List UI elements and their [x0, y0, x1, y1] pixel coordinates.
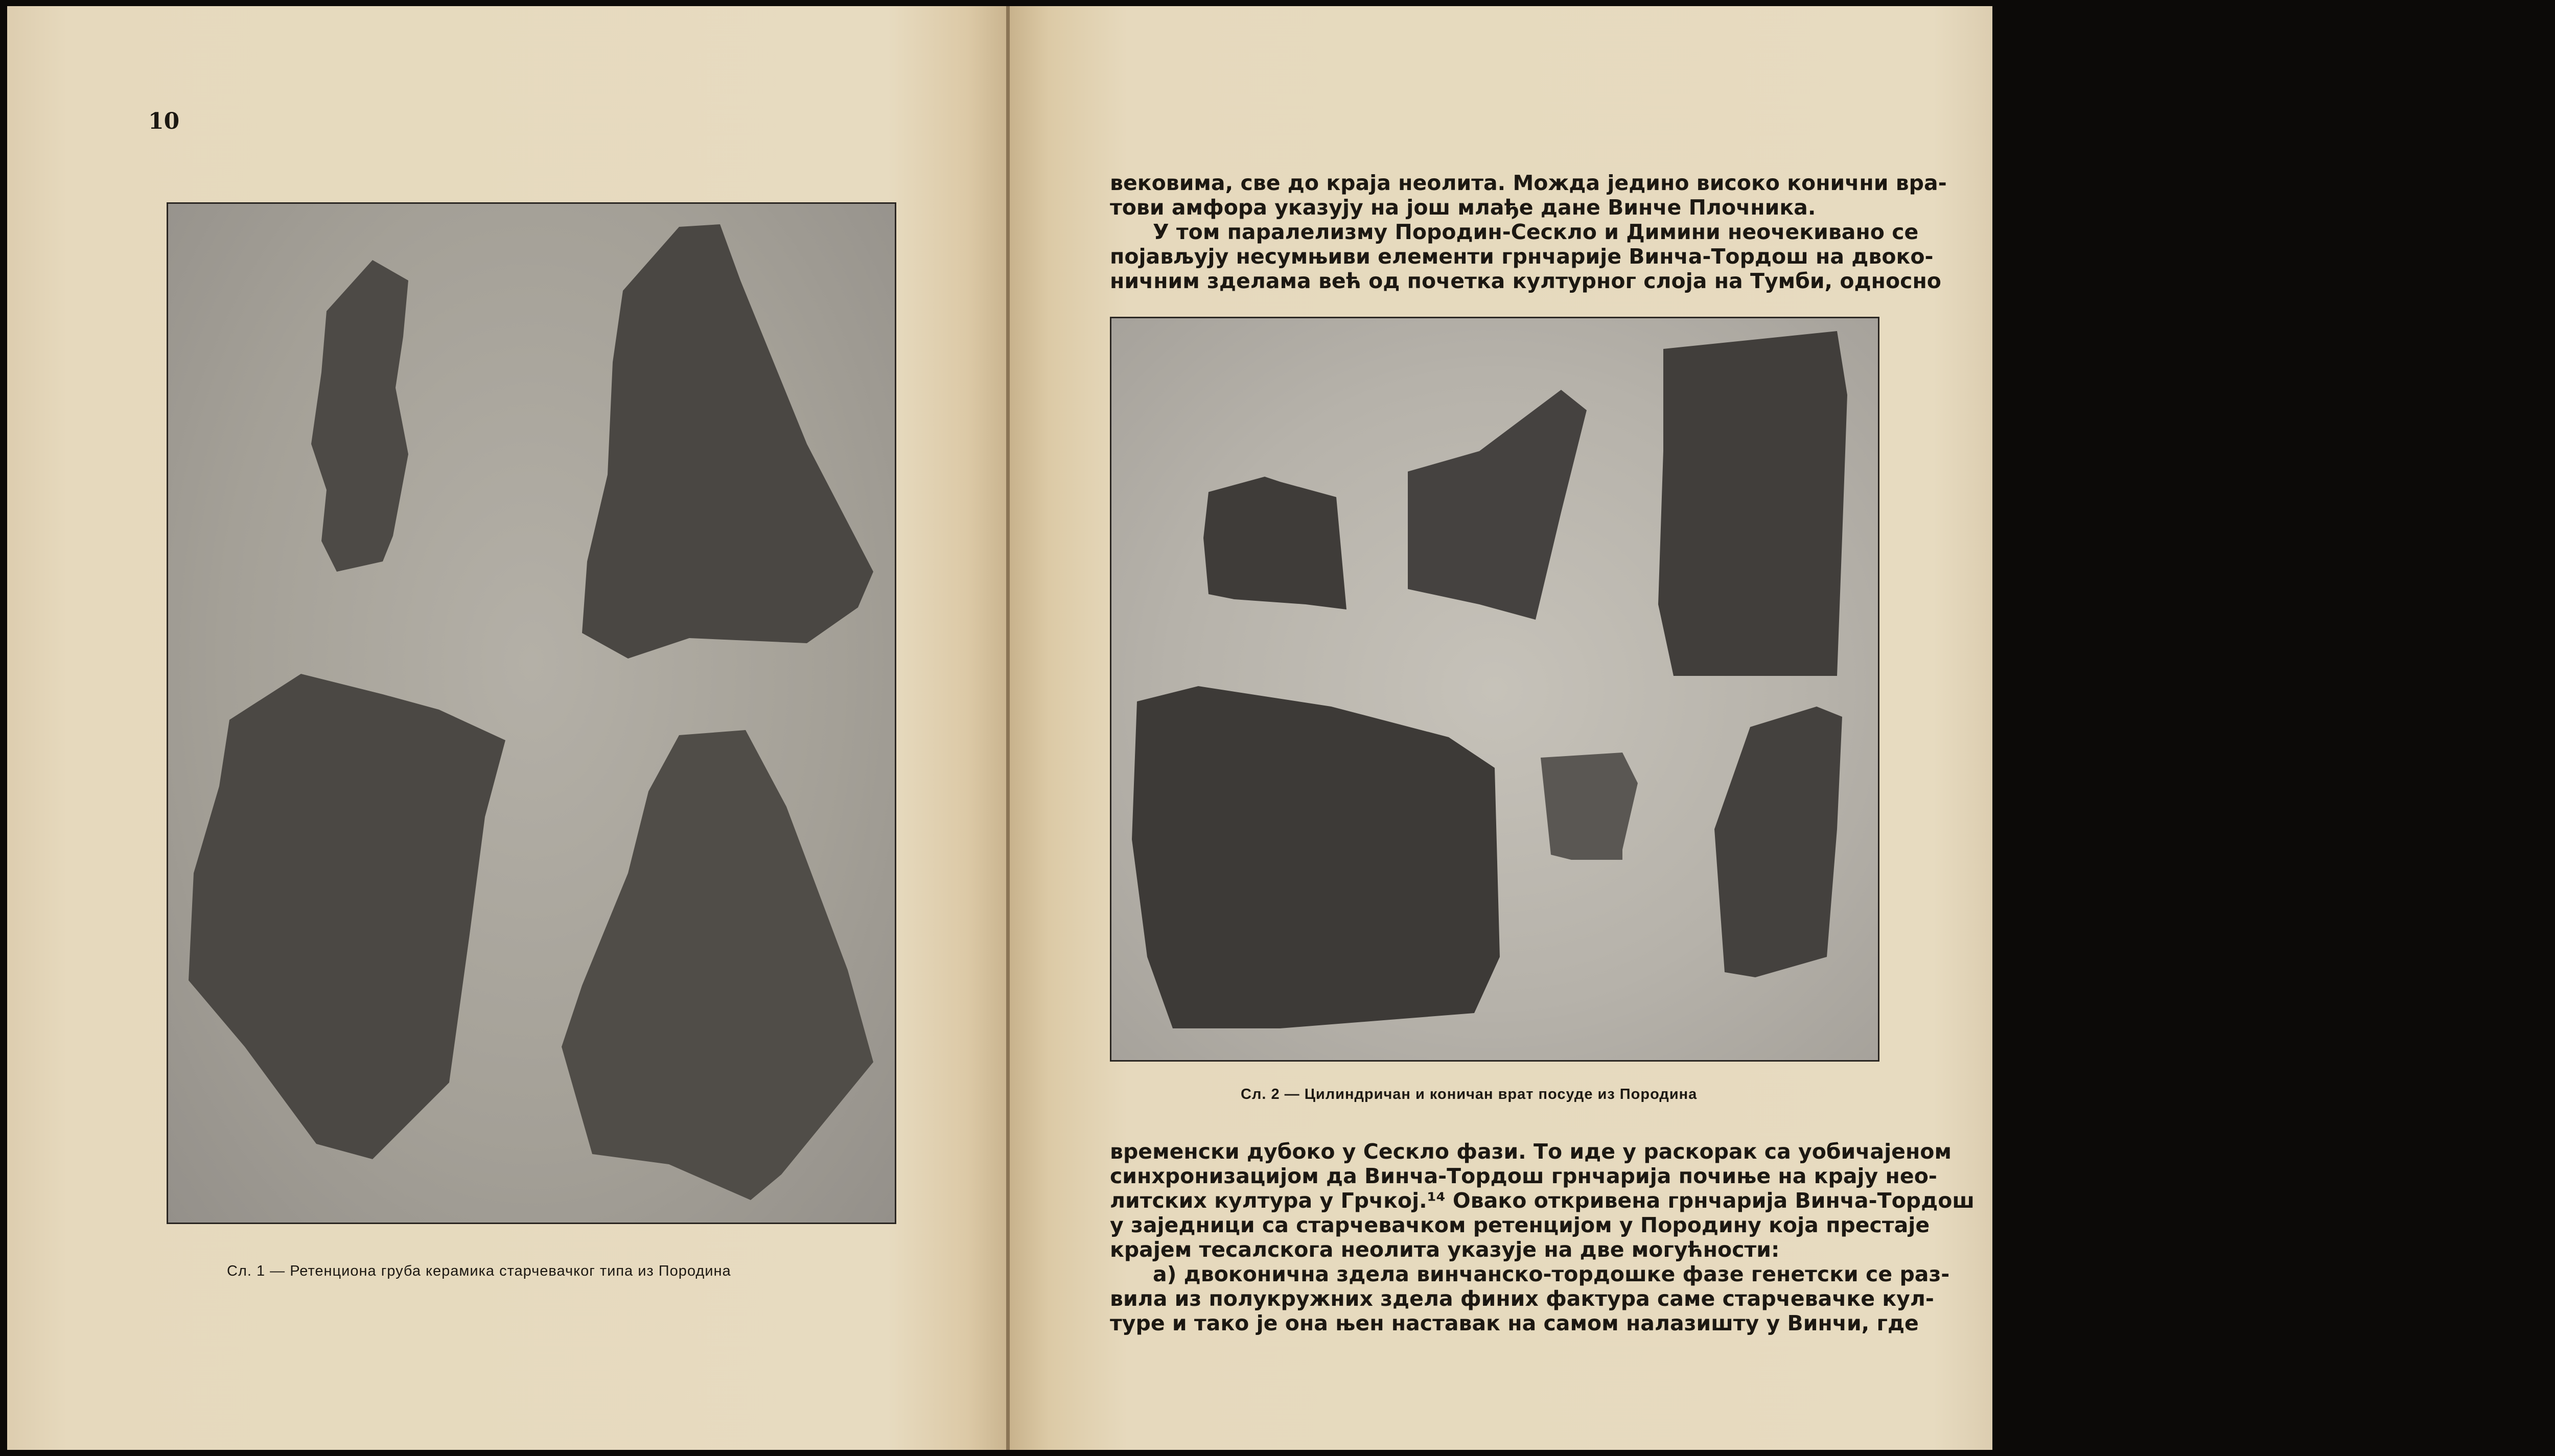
text-line: синхронизацијом да Винча-Тордош грнчарија почиње на крају нео-: [1110, 1164, 1937, 1188]
sherd-4: [562, 730, 873, 1200]
text-line: временски дубоко у Сескло фази. То иде у раскорак са уобичајеном: [1110, 1139, 1952, 1164]
figure-2-photo: [1110, 317, 1879, 1062]
sherd-c: [1658, 331, 1847, 676]
figure-1-photo: [167, 202, 896, 1224]
text-line: појављују несумњиви елементи грнчарије Винча-Тордош на двоко-: [1110, 244, 1934, 269]
text-line: У том паралелизму Породин-Сескло и Димини неочекивано се: [1153, 220, 1919, 244]
text-line: литских култура у Грчкој.¹⁴ Овако откривена грнчарија Винча-Тордош: [1110, 1188, 1975, 1213]
sherd-f: [1714, 707, 1842, 977]
text-line: вила из полукружних здела финих фактура саме старчевачке кул-: [1110, 1286, 1934, 1311]
left-page: [7, 6, 1008, 1450]
page-number-left: 10: [148, 108, 180, 134]
sherd-d: [1132, 686, 1500, 1028]
text-line: туре и тако је она њен наставак на самом налазишту у Винчи, где: [1110, 1311, 1919, 1335]
sherd-e: [1541, 753, 1638, 860]
pottery-sherds-image: [168, 204, 895, 1223]
book-spread: [7, 6, 1992, 1450]
text-line: у заједници са старчевачком ретенцијом у Породину која престаје: [1110, 1213, 1930, 1237]
text-line: вековима, све до краја неолита. Можда једино високо конични вра-: [1110, 171, 1947, 195]
sherd-3: [189, 674, 505, 1159]
sherd-2: [582, 224, 873, 659]
text-line: тови амфора указују на још млађе дане Винче Плочника.: [1110, 195, 1816, 220]
figure-1-caption: Сл. 1 — Ретенциона груба керамика старчевачког типа из Породина: [227, 1263, 731, 1279]
text-line: ничним зделама већ од почетка културног слоја на Тумби, односно: [1110, 269, 1941, 293]
figure-2-caption: Сл. 2 — Цилиндричан и коничан врат посуде из Породина: [1241, 1086, 1698, 1102]
text-block-top: [1110, 171, 1947, 293]
text-line: а) двоконична здела винчанско-тордошке фазе генетски се раз-: [1153, 1262, 1950, 1286]
text-block-bottom: [1110, 1139, 1975, 1335]
text-line: крајем тесалскога неолита указује на две могућности:: [1110, 1237, 1780, 1262]
vessel-necks-image: [1111, 318, 1878, 1060]
sherd-a: [1203, 477, 1346, 609]
sherd-b: [1408, 390, 1587, 620]
sherd-1: [311, 260, 408, 572]
